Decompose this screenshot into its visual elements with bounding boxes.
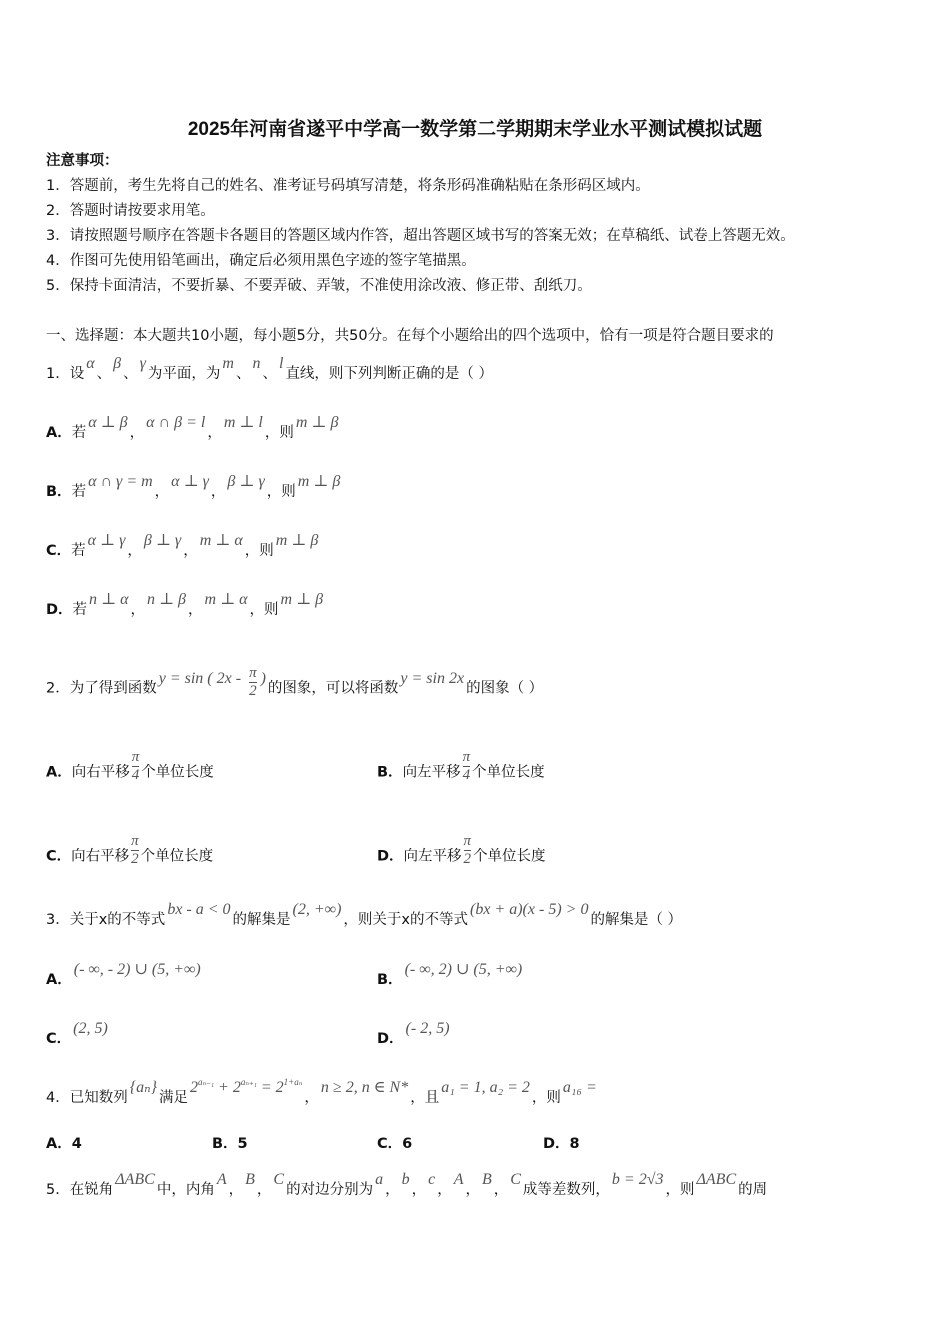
math-expression <box>243 1171 257 1188</box>
text-segment: 个单位长度 <box>472 764 545 781</box>
text-segment: 个单位长度 <box>473 848 546 865</box>
question-4-stem <box>46 1077 599 1109</box>
text-segment: 的周 <box>738 1182 768 1198</box>
math-expression <box>610 1171 666 1188</box>
question-1-option-d <box>46 591 325 620</box>
math-text: m ⊥ α <box>199 532 243 549</box>
option-label: B． <box>377 972 403 988</box>
math-fraction <box>249 665 257 700</box>
math-expression <box>561 1079 599 1096</box>
math-text: m ⊥ β <box>295 414 339 431</box>
text-segment: ，且 <box>410 1090 440 1106</box>
fraction-numerator: π <box>131 749 140 765</box>
math-expression <box>87 591 130 608</box>
math-text: (2, +∞) <box>292 901 342 918</box>
math-text: m ⊥ β <box>280 591 324 608</box>
math-text: C <box>510 1171 521 1188</box>
math-expression <box>198 532 245 549</box>
math-text: α ∩ γ = m <box>88 473 153 490</box>
text-segment: 3．关于x的不等式 <box>46 912 166 928</box>
math-expression <box>157 670 247 687</box>
option-label: D．8 <box>543 1136 580 1152</box>
math-text: C <box>273 1171 285 1188</box>
text-segment: ， <box>154 484 170 500</box>
text-segment: ， <box>385 1182 400 1198</box>
option-label: B． <box>377 764 403 781</box>
option-label: A．4 <box>46 1136 82 1152</box>
question-3-option-a <box>46 961 203 990</box>
option-label: C． <box>46 1031 72 1047</box>
math-text: n <box>252 355 261 372</box>
math-expression <box>225 473 266 490</box>
question-2-stem <box>46 665 544 706</box>
math-text: + 2 <box>218 1079 241 1096</box>
question-2-option-b <box>377 749 545 790</box>
math-text: m ⊥ β <box>275 532 319 549</box>
math-text: a₁₆ = <box>562 1079 597 1096</box>
math-expression <box>277 355 285 372</box>
text-segment: ，则 <box>266 484 296 500</box>
math-text: α <box>86 355 95 372</box>
math-expression <box>86 473 155 490</box>
math-text: ΔABC <box>696 1171 737 1188</box>
math-expression <box>319 1079 410 1096</box>
fraction-numerator: π <box>462 749 471 765</box>
math-text: (- 2, 5) <box>405 1020 450 1037</box>
option-label: C．6 <box>377 1136 413 1152</box>
text-segment: 的解集是（ ） <box>590 912 683 928</box>
question-3-option-d <box>377 1020 452 1049</box>
option-label: C． <box>46 543 72 559</box>
text-segment: 向右平移 <box>71 764 130 781</box>
math-expression <box>203 591 250 608</box>
option-label: C． <box>46 848 72 865</box>
text-segment: 、 <box>262 366 277 382</box>
math-expression <box>128 1079 159 1096</box>
page-title: 2025年河南省遂平中学高一数学第二学期期末学业水平测试模拟试题 <box>187 119 763 140</box>
math-text: c <box>428 1171 436 1188</box>
option-label: D． <box>377 848 404 865</box>
question-3-stem <box>46 901 683 930</box>
fraction-numerator: π <box>463 833 472 849</box>
note-item: 1．答题前，考生先将自己的姓名、准考证号码填写清楚，将条形码准确粘贴在条形码区域内。 <box>46 178 650 194</box>
math-text: (2, 5) <box>73 1020 108 1037</box>
math-text: α ⊥ γ <box>87 532 126 549</box>
text-segment: 、 <box>123 366 138 382</box>
math-text: α ∩ β = l <box>146 414 206 431</box>
math-expression <box>86 414 129 431</box>
math-superscript: aₙ₋₁ <box>198 1077 215 1087</box>
math-expression <box>71 1020 110 1037</box>
question-1-option-c <box>46 532 320 561</box>
text-segment: 满足 <box>159 1090 189 1106</box>
math-text: β ⊥ γ <box>143 532 182 549</box>
option-label: D． <box>377 1031 404 1047</box>
question-3-option-b <box>377 961 524 990</box>
math-text: (- ∞, - 2) ∪ (5, +∞) <box>73 961 201 978</box>
text-segment: ， <box>210 484 226 500</box>
math-superscript: 1+aₙ <box>283 1077 303 1087</box>
option-label: A． <box>46 425 72 441</box>
section-heading: 一、选择题：本大题共10小题，每小题5分，共50分。在每个小题给出的四个选项中，恰有一项是符合题目要求的 <box>46 328 774 344</box>
math-expression <box>259 1079 305 1096</box>
math-fraction <box>131 833 139 868</box>
text-segment: 2．为了得到函数 <box>46 680 157 697</box>
text-segment: ，则 <box>264 425 294 441</box>
math-text: y = sin ( 2x - <box>158 669 246 687</box>
math-text: A <box>453 1171 464 1188</box>
math-text: l <box>278 355 284 372</box>
math-text: (- ∞, 2) ∪ (5, +∞) <box>404 961 523 978</box>
math-text: b <box>401 1171 410 1188</box>
math-text: n ⊥ α <box>89 591 129 608</box>
text-segment: ， <box>256 1182 272 1198</box>
math-expression <box>259 670 268 687</box>
math-expression <box>480 1171 494 1188</box>
math-expression <box>220 355 236 372</box>
question-4-option-c <box>377 1134 412 1154</box>
text-segment: ， <box>207 425 222 441</box>
math-text: ΔABC <box>115 1171 155 1188</box>
text-segment: 的图象，可以将函数 <box>267 680 399 697</box>
math-text: y = sin 2x <box>400 669 465 687</box>
question-4-option-d <box>543 1134 580 1154</box>
text-segment: ， <box>127 543 142 559</box>
question-2-option-a <box>46 749 214 790</box>
text-segment: 若 <box>71 484 87 500</box>
math-expression <box>274 532 321 549</box>
math-expression <box>373 1171 385 1188</box>
text-segment: 向左平移 <box>402 764 461 781</box>
option-label: D． <box>46 602 73 618</box>
math-expression <box>84 355 96 372</box>
text-segment: 的解集是 <box>232 912 291 928</box>
text-segment: ，则 <box>244 543 274 559</box>
text-segment: 若 <box>71 425 87 441</box>
fraction-denominator: 4 <box>131 767 140 783</box>
text-segment: ， <box>188 602 203 618</box>
option-label: A． <box>46 972 72 988</box>
fraction-denominator: 2 <box>249 683 257 699</box>
math-expression <box>296 473 343 490</box>
math-text: α ⊥ γ <box>171 473 209 490</box>
math-expression <box>216 1079 259 1096</box>
math-expression <box>439 1079 532 1096</box>
question-4-option-a <box>46 1134 82 1154</box>
note-item: 2．答题时请按要求用笔。 <box>46 203 215 219</box>
text-segment: 的图象（ ） <box>466 680 544 697</box>
math-text: B <box>245 1171 255 1188</box>
text-segment: 、 <box>96 366 112 382</box>
text-segment: ， <box>130 602 145 618</box>
math-expression <box>72 961 203 978</box>
question-1-option-b <box>46 473 342 502</box>
math-text: m ⊥ β <box>297 473 341 490</box>
math-expression <box>403 961 525 978</box>
question-4-option-b <box>212 1134 248 1154</box>
math-expression <box>165 901 232 918</box>
math-text: m ⊥ l <box>223 414 263 431</box>
math-expression <box>426 1171 437 1188</box>
math-expression <box>468 901 590 918</box>
question-5-stem <box>46 1171 768 1200</box>
text-segment: ，则 <box>249 602 279 618</box>
text-segment: ， <box>411 1182 427 1198</box>
text-segment: 若 <box>71 543 86 559</box>
math-text: {aₙ} <box>129 1079 158 1096</box>
math-text: ) <box>260 669 266 687</box>
question-3-option-c <box>46 1020 110 1049</box>
fraction-numerator: π <box>131 833 139 849</box>
math-expression <box>400 1171 412 1188</box>
math-text: a <box>375 1171 384 1188</box>
math-fraction <box>463 749 471 784</box>
math-expression <box>144 414 207 431</box>
math-expression <box>271 1171 286 1188</box>
math-expression <box>222 414 265 431</box>
text-segment: ，则 <box>531 1090 561 1106</box>
math-expression <box>113 1171 157 1188</box>
math-text: β ⊥ γ <box>227 473 265 490</box>
math-text: A <box>216 1171 227 1188</box>
option-label: A． <box>46 764 72 781</box>
notes-heading: 注意事项： <box>46 153 119 169</box>
text-segment: 5．在锐角 <box>46 1182 114 1198</box>
math-expression <box>138 355 148 372</box>
math-expression <box>142 532 183 549</box>
math-text: n ⊥ β <box>147 591 187 608</box>
question-1-stem <box>46 355 494 384</box>
text-segment: 若 <box>72 602 88 618</box>
math-superscript: aₙ₊₁ <box>240 1077 257 1087</box>
math-text: β <box>113 355 122 372</box>
math-expression <box>291 901 344 918</box>
text-segment: ， <box>437 1182 452 1198</box>
text-segment: ， <box>304 1090 319 1106</box>
text-segment: ， <box>493 1182 509 1198</box>
math-text: a₁ = 1, a₂ = 2 <box>441 1079 530 1096</box>
math-expression <box>215 1171 229 1188</box>
math-text: n ≥ 2, n ∈ N* <box>320 1079 409 1096</box>
math-expression <box>398 670 466 687</box>
text-segment: 向左平移 <box>403 848 462 865</box>
math-expression <box>111 355 123 372</box>
text-segment: 4．已知数列 <box>46 1090 128 1106</box>
note-item: 3．请按照题号顺序在答题卡各题目的答题区域内作答，超出答题区域书写的答案无效；在草稿纸、试卷上答题无效。 <box>46 228 795 244</box>
text-segment: ， <box>129 425 145 441</box>
math-expression <box>695 1171 739 1188</box>
question-2-option-d <box>377 833 546 874</box>
question-1-option-a <box>46 414 340 443</box>
math-expression <box>404 1020 452 1037</box>
text-segment: 成等差数列， <box>522 1182 610 1198</box>
note-item: 5．保持卡面清洁，不要折暴、不要弄破、弄皱，不准使用涂改液、修正带、刮纸刀。 <box>46 278 592 294</box>
fraction-numerator: π <box>249 665 257 681</box>
note-item: 4．作图可先使用铅笔画出，确定后必须用黑色字迹的签字笔描黑。 <box>46 253 476 269</box>
math-expression <box>169 473 211 490</box>
math-fraction <box>132 749 140 784</box>
text-segment: 个单位长度 <box>141 764 214 781</box>
text-segment: ， <box>465 1182 480 1198</box>
text-segment: ， <box>228 1182 244 1198</box>
math-text: b = 2√3 <box>611 1171 664 1188</box>
math-expression <box>188 1079 216 1096</box>
text-segment: ，则 <box>665 1182 695 1198</box>
math-expression <box>452 1171 466 1188</box>
math-text: γ <box>139 355 146 372</box>
math-text: m <box>222 355 234 372</box>
question-2-option-c <box>46 833 214 874</box>
math-expression <box>250 355 262 372</box>
text-segment: ， <box>183 543 198 559</box>
math-expression <box>279 591 326 608</box>
math-text: = 2 <box>260 1079 284 1096</box>
math-fraction <box>464 833 472 868</box>
text-segment: 直线，则下列判断正确的是（ ） <box>285 366 494 382</box>
text-segment: 、 <box>235 366 251 382</box>
math-expression <box>508 1171 523 1188</box>
text-segment: 中，内角 <box>156 1182 215 1198</box>
math-expression <box>294 414 341 431</box>
math-text: (bx + a)(x - 5) > 0 <box>470 901 589 918</box>
text-segment: 的对边分别为 <box>286 1182 374 1198</box>
text-segment: 个单位长度 <box>140 848 214 865</box>
math-expression <box>86 532 128 549</box>
fraction-denominator: 2 <box>131 851 139 867</box>
text-segment: 向右平移 <box>71 848 130 865</box>
math-text: B <box>481 1171 492 1188</box>
option-label: B．5 <box>212 1136 248 1152</box>
fraction-denominator: 2 <box>463 851 472 867</box>
math-text: α ⊥ β <box>88 414 128 431</box>
math-text: bx - a < 0 <box>167 901 231 918</box>
text-segment: 为平面，为 <box>147 366 221 382</box>
text-segment: 1．设 <box>46 366 85 382</box>
fraction-denominator: 4 <box>462 767 471 783</box>
math-expression <box>145 591 188 608</box>
text-segment: ，则关于x的不等式 <box>343 912 468 928</box>
math-text: 2 <box>190 1079 199 1096</box>
option-label: B． <box>46 484 72 500</box>
math-text: m ⊥ α <box>204 591 248 608</box>
